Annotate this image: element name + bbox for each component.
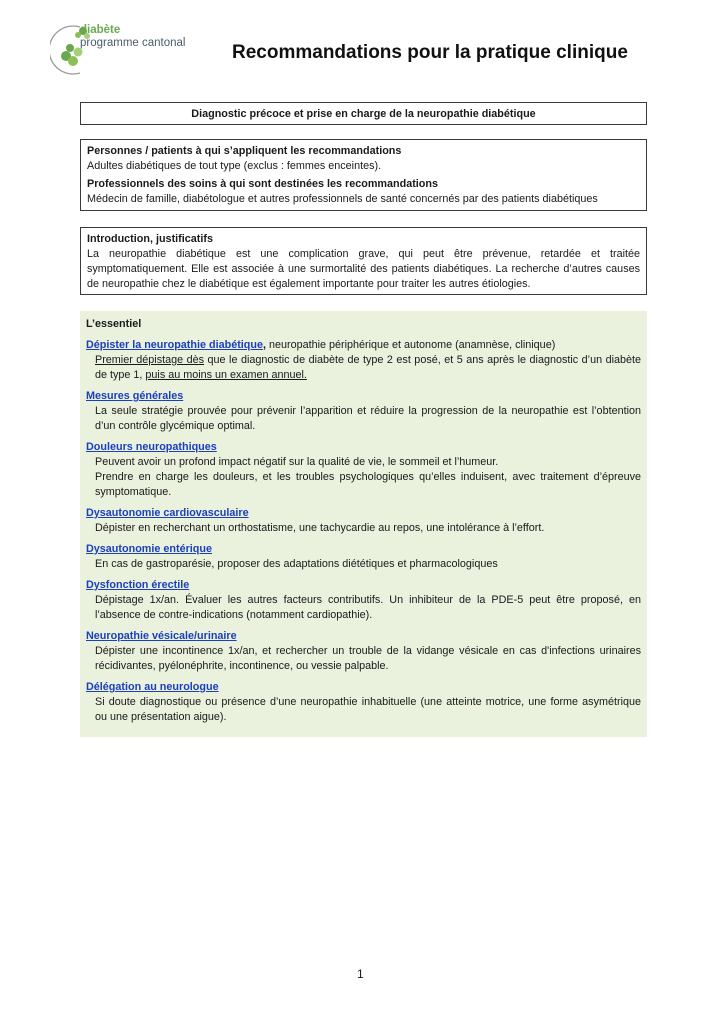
professionals-heading: Professionnels des soins à qui sont destinées les recommandations — [87, 178, 439, 190]
target-box — [80, 139, 647, 211]
depister-comma: , — [262, 339, 266, 351]
item-cardio — [86, 506, 641, 536]
item-vesicale — [86, 629, 641, 674]
intro-text: La neuropathie diabétique est une complication grave, qui peut être prévenue, retardée et traitée symptomatiquement. Elle est associée à une surmortalité des patients diabétiques. La recherche d’autres causes de neuropathie chez le diabétique est également importante pour traiter les autres étiologies. — [87, 248, 640, 290]
patients-text: Adultes diabétiques de tout type (exclus : femmes enceintes). — [87, 160, 382, 172]
patients-heading: Personnes / patients à qui s’appliquent les recommandations — [87, 145, 402, 157]
erectile-text: Dépistage 1x/an. Évaluer les autres facteurs contributifs. Un inhibiteur de la PDE-5 peut être proposé, en l’absence de contre-indications (notamment cardiopathie). — [95, 594, 641, 621]
enterique-text: En cas de gastroparésie, proposer des adaptations diététiques et pharmacologiques — [95, 558, 498, 570]
item-mesures — [86, 389, 641, 434]
logo-line1: diabète — [80, 24, 121, 36]
intro-box — [80, 227, 647, 295]
douleurs-text-2: Prendre en charge les douleurs, et les troubles psychologiques qu’elles induisent, avec traitement d’épreuve symptomatique. — [95, 471, 641, 498]
intro-heading: Introduction, justificatifs — [87, 233, 213, 245]
item-douleurs — [86, 440, 641, 500]
vesicale-text: Dépister une incontinence 1x/an, et rechercher un trouble de la vidange vésicale en cas d'infections urinaires récidivantes, pyélonéphrite, incontinence, ou vessie palpable. — [95, 645, 641, 672]
depister-text — [86, 353, 641, 383]
depister-link[interactable]: Dépister la neuropathie diabétique — [86, 339, 263, 351]
douleurs-link[interactable]: Douleurs neuropathiques — [86, 441, 217, 453]
mesures-link[interactable]: Mesures générales — [86, 390, 184, 402]
logo-text — [80, 24, 185, 50]
subject-box — [80, 102, 647, 125]
depister-mid: que le diagnostic de diabète de type 2 est posé, et 5 ans après le diagnostic d’un diabète de type 1, — [95, 354, 641, 381]
item-erectile — [86, 578, 641, 623]
depister-underline-2: puis au moins un examen annuel. — [145, 369, 307, 381]
essentiel-panel — [80, 311, 647, 737]
subject-title: Diagnostic précoce et prise en charge de la neuropathie diabétique — [191, 108, 536, 120]
page-number: 1 — [357, 967, 364, 981]
depister-after: neuropathie périphérique et autonome (anamnèse, clinique) — [265, 339, 556, 351]
neurologue-text: Si doute diagnostique ou présence d’une neuropathie inhabituelle (une atteinte motrice, une forme asymétrique ou une présentation aigue). — [95, 696, 641, 723]
page-title: Recommandations pour la pratique clinique — [232, 42, 628, 63]
douleurs-text-1: Peuvent avoir un profond impact négatif sur la qualité de vie, le sommeil et l’humeur. — [95, 456, 499, 468]
mesures-text: La seule stratégie prouvée pour prévenir l’apparition et réduire la progression de la neuropathie est l’obtention d’un contrôle glycémique optimal. — [95, 405, 641, 432]
depister-underline-1: Premier dépistage dès — [95, 354, 205, 366]
program-logo — [50, 22, 210, 78]
item-depister — [86, 338, 641, 383]
item-enterique — [86, 542, 641, 572]
item-neurologue — [86, 680, 641, 725]
cardio-link[interactable]: Dysautonomie cardiovasculaire — [86, 507, 249, 519]
logo-line2: programme cantonal — [80, 37, 186, 49]
enterique-link[interactable]: Dysautonomie entérique — [86, 543, 212, 555]
essentiel-heading: L’essentiel — [86, 318, 142, 330]
neurologue-link[interactable]: Délégation au neurologue — [86, 681, 219, 693]
erectile-link[interactable]: Dysfonction érectile — [86, 579, 190, 591]
cardio-text: Dépister en recherchant un orthostatisme, une tachycardie au repos, une intolérance à l’effort. — [95, 522, 545, 534]
professionals-text: Médecin de famille, diabétologue et autres professionnels de santé concernés par des patients diabétiques — [87, 193, 598, 205]
vesicale-link[interactable]: Neuropathie vésicale/urinaire — [86, 630, 237, 642]
depister-line — [86, 338, 641, 353]
